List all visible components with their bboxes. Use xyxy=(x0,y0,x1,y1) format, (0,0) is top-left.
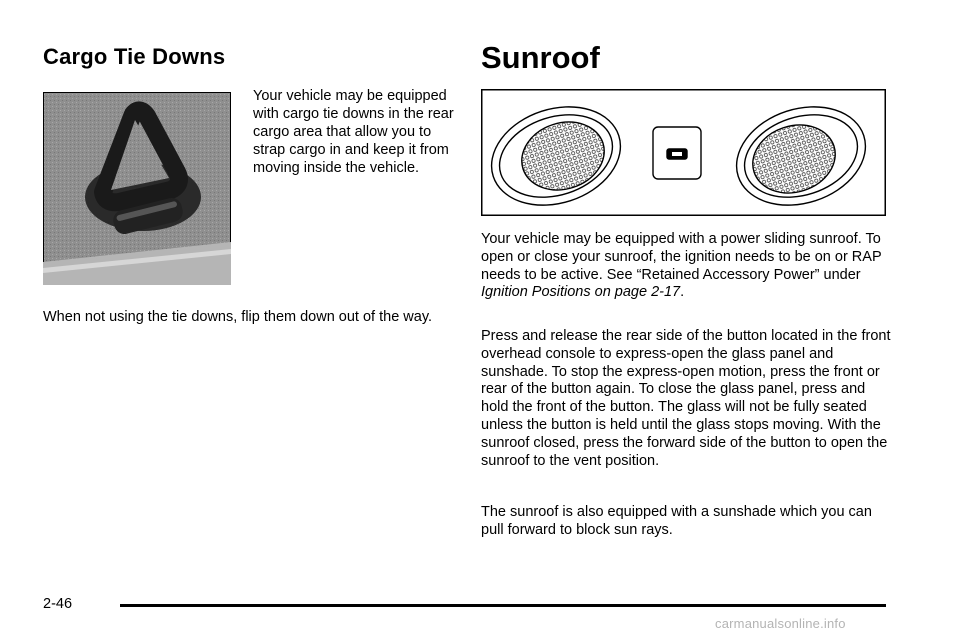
section-heading-cargo-tie-downs: Cargo Tie Downs xyxy=(43,44,226,69)
footer-divider xyxy=(120,604,886,607)
overhead-console-illustration xyxy=(481,89,886,216)
cargo-tie-down-photo xyxy=(43,92,231,285)
sunroof-paragraph-1-end: . xyxy=(680,284,685,301)
cargo-tie-down-note: When not using the tie downs, flip them down out of the way. xyxy=(43,309,433,325)
sunroof-paragraph-1-text: Your vehicle may be equipped with a power sliding sunroof. To open or close your sunroof, the ignition needs to be on or RAP needs to be active. See “Retained Accessory Power” under xyxy=(481,231,882,283)
sunroof-paragraph-2: Press and release the rear side of the button located in the front overhead console to express-open the glass panel and sunshade. To stop the express-open motion, press the front or rear of the button again. To close the glass panel, press and hold the front of the button. The glass will not be fully seated unless the button is held until the glass stops moving. With the sunroof closed, press the forward side of the button to open the sunroof to the vent position. xyxy=(481,328,891,469)
page-number: 2-46 xyxy=(43,596,73,612)
ignition-positions-reference: Ignition Positions on page 2-17 xyxy=(481,284,681,301)
watermark: carmanualsonline.info xyxy=(715,616,846,631)
sunroof-paragraph-3: The sunroof is also equipped with a sunshade which you can pull forward to block sun rays. xyxy=(481,504,872,538)
sunroof-switch xyxy=(653,127,701,179)
sunroof-paragraph-1 xyxy=(481,231,891,302)
cargo-tie-down-description: Your vehicle may be equipped with cargo tie downs in the rear cargo area that allow you to strap cargo in and keep it from moving inside the vehicle. xyxy=(253,88,454,176)
section-heading-sunroof: Sunroof xyxy=(481,40,600,75)
